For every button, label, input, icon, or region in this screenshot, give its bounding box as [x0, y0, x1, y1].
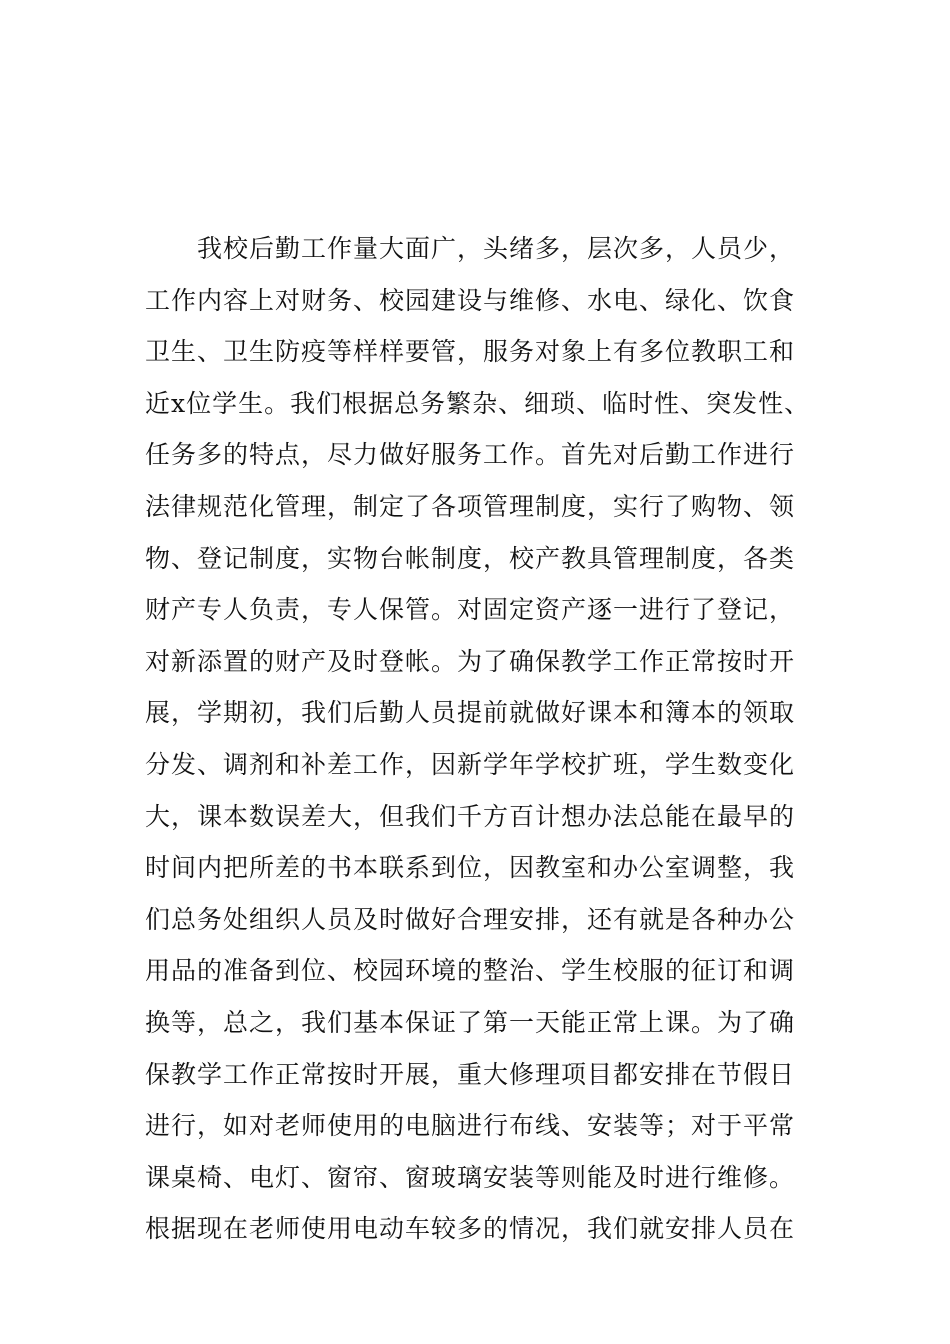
text-line: 工作内容上对财务、校园建设与维修、水电、绿化、饮食	[145, 285, 796, 315]
text-line: 保教学工作正常按时开展，重大修理项目都安排在节假日	[145, 1059, 796, 1089]
text-line: 课桌椅、电灯、窗帘、窗玻璃安装等则能及时进行维修。	[145, 1162, 796, 1192]
text-line: 展，学期初，我们后勤人员提前就做好课本和簿本的领取	[145, 698, 796, 728]
text-line: 们总务处组织人员及时做好合理安排，还有就是各种办公	[145, 904, 796, 934]
text-line: 近x位学生。我们根据总务繁杂、细琐、临时性、突发性、	[145, 388, 811, 418]
text-line: 法律规范化管理，制定了各项管理制度，实行了购物、领	[145, 491, 796, 521]
text-line: 任务多的特点，尽力做好服务工作。首先对后勤工作进行	[145, 440, 796, 470]
text-line: 卫生、卫生防疫等样样要管，服务对象上有多位教职工和	[145, 337, 796, 367]
text-line: 大，课本数误差大，但我们千方百计想办法总能在最早的	[145, 801, 796, 831]
body-paragraph	[145, 223, 810, 1255]
text-line: 物、登记制度，实物台帐制度，校产教具管理制度，各类	[145, 543, 796, 573]
text-line: 分发、调剂和补差工作，因新学年学校扩班，学生数变化	[145, 749, 796, 779]
text-line: 根据现在老师使用电动车较多的情况，我们就安排人员在	[145, 1214, 796, 1244]
text-line: 财产专人负责，专人保管。对固定资产逐一进行了登记，	[145, 595, 796, 625]
text-line: 进行，如对老师使用的电脑进行布线、安装等；对于平常	[145, 1111, 796, 1141]
text-line: 我校后勤工作量大面广，头绪多，层次多，人员少，	[197, 234, 796, 263]
text-line: 时间内把所差的书本联系到位，因教室和办公室调整，我	[145, 853, 796, 883]
text-line: 对新添置的财产及时登帐。为了确保教学工作正常按时开	[145, 646, 796, 676]
text-line: 用品的准备到位、校园环境的整治、学生校服的征订和调	[145, 956, 796, 986]
text-line: 换等，总之，我们基本保证了第一天能正常上课。为了确	[145, 1007, 796, 1037]
